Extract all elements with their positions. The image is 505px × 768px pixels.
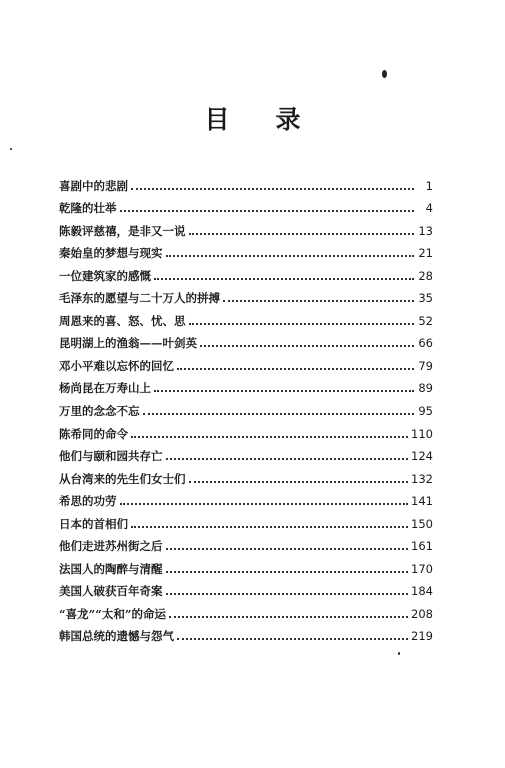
toc-entry-title: 法国人的陶醉与清醒	[59, 561, 163, 576]
toc-entry-page-number: 52	[418, 313, 433, 328]
dot-leader	[189, 322, 415, 325]
toc-entry-title: 喜剧中的悲剧	[59, 178, 128, 193]
toc-entry-title: 毛泽东的愿望与二十万人的拼搏	[59, 291, 220, 306]
toc-entry-page-number: 110	[411, 426, 433, 441]
toc-entry-page-number: 184	[411, 584, 433, 599]
dot-leader	[169, 615, 408, 618]
toc-entry-title: 美国人破获百年奇案	[59, 584, 163, 599]
toc-entry	[59, 283, 433, 306]
dot-leader	[131, 525, 408, 528]
dot-leader	[166, 547, 409, 550]
toc-entry-page-number: 28	[418, 268, 433, 283]
ink-speck	[382, 70, 387, 78]
toc-entry-page-number: 124	[411, 449, 433, 464]
toc-entry	[59, 373, 433, 396]
title-char-1: 目	[204, 105, 230, 134]
toc-entry	[59, 418, 433, 441]
toc-entry-title: 韩国总统的遗憾与怨气	[59, 629, 174, 644]
dot-leader	[154, 389, 414, 392]
toc-entry-page-number: 150	[411, 516, 433, 531]
dot-leader	[154, 277, 414, 280]
toc-entry-title: 邓小平难以忘怀的回忆	[59, 358, 174, 373]
dot-leader	[166, 457, 409, 460]
dot-leader	[131, 435, 408, 438]
toc-entry	[59, 170, 433, 193]
dot-leader	[177, 367, 414, 370]
toc-entry	[59, 508, 433, 531]
toc-entry-title: 日本的首相们	[59, 516, 128, 531]
dot-leader	[200, 344, 414, 347]
dot-leader	[166, 254, 415, 257]
toc-entry	[59, 553, 433, 576]
dot-leader	[166, 570, 409, 573]
dot-leader	[189, 480, 409, 483]
toc-entry	[59, 486, 433, 509]
toc-entry-page-number: 35	[418, 291, 433, 306]
toc-entry-title: “喜龙”“太和”的命运	[59, 606, 166, 621]
toc-entry	[59, 598, 433, 621]
toc-entry	[59, 328, 433, 351]
dot-leader	[177, 637, 408, 640]
toc-entry	[59, 621, 433, 644]
toc-entry	[59, 260, 433, 283]
toc-entry-page-number: 219	[411, 629, 433, 644]
toc-entry-page-number: 21	[418, 246, 433, 261]
toc-entry	[59, 576, 433, 599]
toc-entry-page-number: 170	[411, 561, 433, 576]
dot-leader	[189, 232, 415, 235]
dot-leader	[166, 592, 409, 595]
toc-entry-title: 他们走进苏州街之后	[59, 539, 163, 554]
dot-leader	[131, 187, 414, 190]
toc-entry	[59, 350, 433, 373]
toc-entry-page-number: 1	[425, 178, 433, 193]
toc-entry-title: 万里的念念不忘	[59, 404, 140, 419]
toc-entry-title: 昆明湖上的渔翁——叶剑英	[59, 336, 197, 351]
toc-entry	[59, 215, 433, 238]
ink-speck	[398, 652, 400, 655]
toc-entry-page-number: 141	[411, 494, 433, 509]
toc-entry-title: 希思的功劳	[59, 494, 117, 509]
toc-entry-title: 从台湾来的先生们女士们	[59, 471, 186, 486]
toc-entry-title: 秦始皇的梦想与现实	[59, 246, 163, 261]
toc-entry	[59, 305, 433, 328]
toc-entry-page-number: 89	[418, 381, 433, 396]
toc-entry-title: 陈希同的命令	[59, 426, 128, 441]
toc-entry	[59, 463, 433, 486]
toc-entry-title: 陈毅评慈禧，是非又一说	[59, 223, 186, 238]
toc-entry	[59, 193, 433, 216]
dot-leader	[143, 412, 415, 415]
page-title	[0, 100, 505, 136]
toc-entry-page-number: 132	[411, 471, 433, 486]
toc-entry-page-number: 208	[411, 606, 433, 621]
dot-leader	[120, 502, 409, 505]
toc-entry-title: 乾隆的壮举	[59, 201, 117, 216]
toc-entry	[59, 238, 433, 261]
toc-entry-page-number: 161	[411, 539, 433, 554]
toc-entry-title: 他们与颐和园共存亡	[59, 449, 163, 464]
toc-entry-title: 周恩来的喜、怒、忧、思	[59, 313, 186, 328]
toc-entry-page-number: 79	[418, 358, 433, 373]
toc-entry-page-number: 13	[418, 223, 433, 238]
toc-entry	[59, 395, 433, 418]
toc-entry-page-number: 95	[418, 404, 433, 419]
toc-entry	[59, 531, 433, 554]
toc-entry-title: 杨尚昆在万寿山上	[59, 381, 151, 396]
title-char-2: 录	[275, 105, 301, 134]
table-of-contents	[59, 170, 433, 643]
dot-leader	[223, 299, 414, 302]
ink-speck	[10, 148, 12, 150]
toc-entry-title: 一位建筑家的感慨	[59, 268, 151, 283]
toc-entry-page-number: 4	[425, 201, 433, 216]
toc-entry	[59, 441, 433, 464]
toc-entry-page-number: 66	[418, 336, 433, 351]
dot-leader	[120, 209, 415, 212]
